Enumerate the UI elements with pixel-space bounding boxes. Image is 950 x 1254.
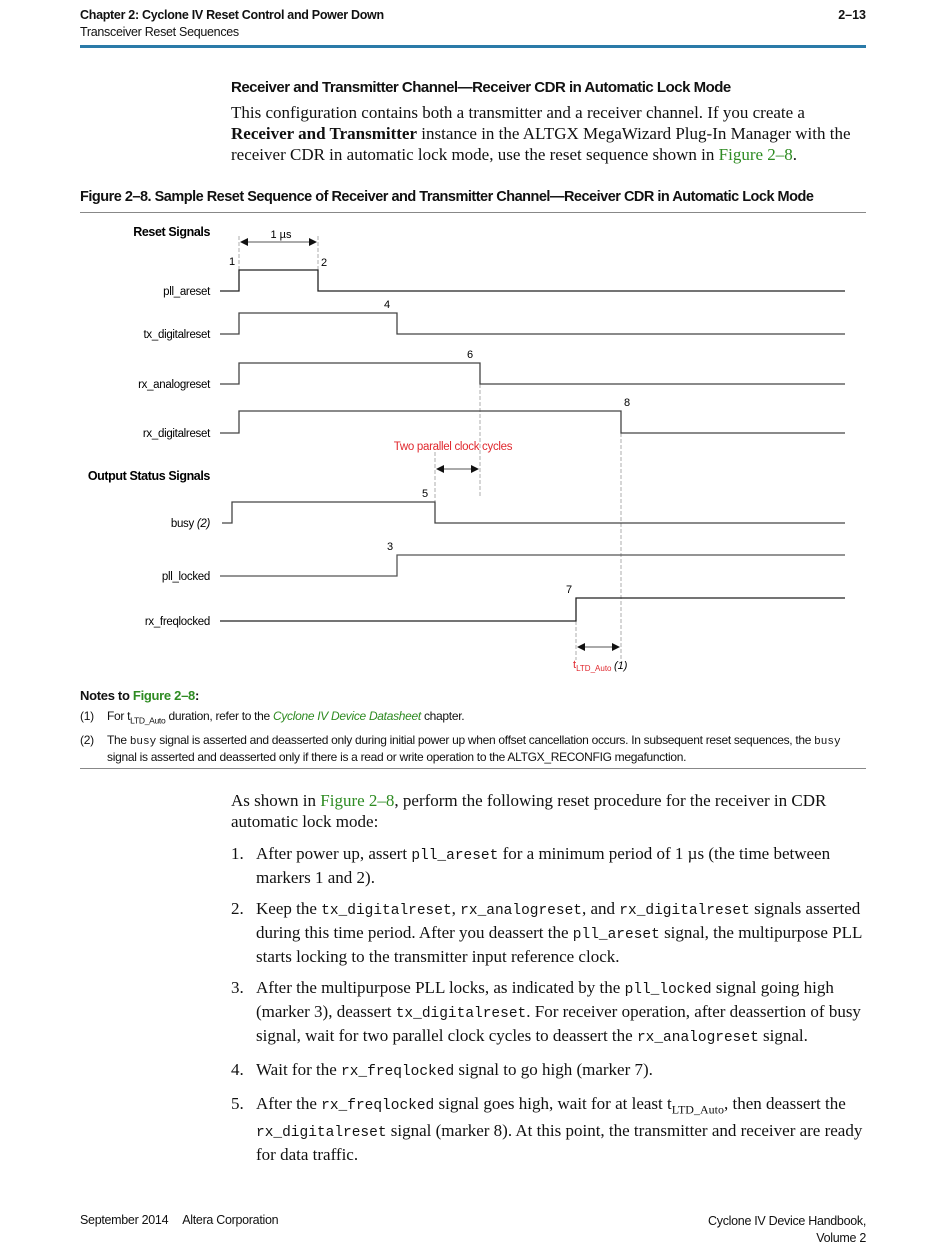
note-1: (1) For $t_{LTD\_Auto}$ duration, refer to the Cyclone IV Device Datasheet chapter. bbox=[80, 709, 465, 726]
note-2: (2) The busy signal is asserted and deasserted only during initial power up when offset cancellation occurs. In subsequent reset sequences, the busy signal is asserted and deasserted only if there is a read or write operation to the ALTGX_RECONFIG megafunction. bbox=[80, 733, 841, 765]
signal-pll-locked bbox=[162, 541, 845, 583]
signal-label: rx_digitalreset bbox=[142, 428, 210, 440]
page-number: 2–13 bbox=[838, 8, 866, 22]
figure-notes bbox=[80, 688, 866, 770]
signal-rx-digitalreset bbox=[143, 397, 845, 440]
marker-label: 3 bbox=[386, 541, 394, 553]
signal-pll-areset bbox=[163, 256, 845, 298]
note-number: (2) bbox=[80, 733, 94, 748]
notes-title: Notes to Figure 2–8: bbox=[80, 688, 199, 703]
intro-text: instance in the ALTGX MegaWizard Plug-In Manager with the receiver CDR in automatic lock mode, use the reset sequence shown in bbox=[231, 124, 851, 164]
tltd-note-ref: (1) bbox=[614, 660, 628, 672]
footer-volume: Volume 2 bbox=[816, 1231, 866, 1245]
footer-date: September 2014 bbox=[80, 1213, 169, 1227]
step-3: 3. After the multipurpose PLL locks, as indicated by the pll_locked signal going high (marker 3), deassert tx_digitalreset. For receiver operation, after deassertion of busy signal, wait for two parallel clock cycles to deassert the rx_analogreset signal. bbox=[231, 978, 861, 1046]
signal-label: tx_digitalreset bbox=[143, 329, 210, 341]
marker-label: 4 bbox=[383, 299, 391, 311]
procedure-steps bbox=[231, 843, 871, 1165]
marker-label: 1 bbox=[228, 256, 236, 268]
marker-label: 6 bbox=[466, 349, 474, 361]
intro-text: This configuration contains both a transmitter and a receiver channel. If you create a bbox=[231, 103, 805, 122]
marker-label: 5 bbox=[421, 488, 429, 500]
subsection-heading: Receiver and Transmitter Channel—Receiver CDR in Automatic Lock Mode bbox=[231, 79, 731, 96]
marker-label: 7 bbox=[565, 584, 573, 596]
signal-busy bbox=[171, 488, 845, 530]
footer-company: Altera Corporation bbox=[182, 1213, 279, 1227]
duration-label: 1 µs bbox=[270, 229, 292, 241]
procedure-figure-link[interactable]: Figure 2–8 bbox=[320, 791, 395, 810]
signal-rx-freqlocked bbox=[145, 584, 845, 628]
figure-link[interactable]: Figure 2–8 bbox=[718, 145, 793, 164]
signal-rx-analogreset bbox=[138, 349, 845, 391]
signal-label: busy (2) bbox=[170, 518, 210, 530]
note-number: (1) bbox=[80, 709, 94, 723]
datasheet-link[interactable]: Cyclone IV Device Datasheet bbox=[272, 709, 421, 723]
step-4: 4. Wait for the rx_freqlocked signal to go high (marker 7). bbox=[231, 1060, 653, 1080]
reset-signals-heading: Reset Signals bbox=[133, 225, 210, 239]
step-1: 1. After power up, assert pll_areset for a minimum period of 1 µs (the time between markers 1 and 2). bbox=[231, 844, 831, 887]
marker-label: 8 bbox=[623, 397, 631, 409]
figure-title: Figure 2–8. Sample Reset Sequence of Receiver and Transmitter Channel—Receiver CDR in Automatic Lock Mode bbox=[80, 189, 814, 205]
chapter-title: Chapter 2: Cyclone IV Reset Control and Power Down bbox=[80, 8, 384, 22]
signal-label: pll_locked bbox=[161, 571, 210, 583]
procedure-section bbox=[231, 790, 871, 1175]
section-title: Transceiver Reset Sequences bbox=[80, 25, 239, 39]
signal-label: rx_freqlocked bbox=[144, 616, 210, 628]
output-status-heading: Output Status Signals bbox=[87, 469, 210, 483]
footer-book-title: Cyclone IV Device Handbook, bbox=[708, 1214, 866, 1228]
signal-tx-digitalreset bbox=[144, 299, 845, 341]
intro-text: . bbox=[792, 145, 798, 164]
step-5: 5. After the rx_freqlocked signal goes high, wait for at least $t_{LTD\_Auto}$, then deassert the rx_digitalreset signal (marker 8). At this point, the transmitter and receiver are ready for data traffic. bbox=[231, 1094, 863, 1165]
marker-label: 2 bbox=[320, 257, 328, 269]
intro-bold-text: Receiver and Transmitter bbox=[231, 124, 418, 143]
procedure-lead: As shown in Figure 2–8, perform the following reset procedure for the receiver in CDR automatic lock mode: bbox=[231, 791, 827, 831]
notes-figure-link[interactable]: Figure 2–8 bbox=[132, 688, 195, 703]
step-2: 2. Keep the tx_digitalreset, rx_analogreset, and rx_digitalreset signals asserted during this time period. After you deassert the pll_areset signal, the multipurpose PLL starts locking to the transmitter input reference clock. bbox=[231, 899, 862, 966]
signal-label: pll_areset bbox=[163, 286, 210, 298]
parallel-cycles-label: Two parallel clock cycles bbox=[393, 441, 513, 453]
signal-label: rx_analogreset bbox=[138, 379, 210, 391]
notes-rule bbox=[80, 768, 866, 769]
tltd-label: $t_{LTD\_Auto}$ bbox=[573, 659, 612, 673]
